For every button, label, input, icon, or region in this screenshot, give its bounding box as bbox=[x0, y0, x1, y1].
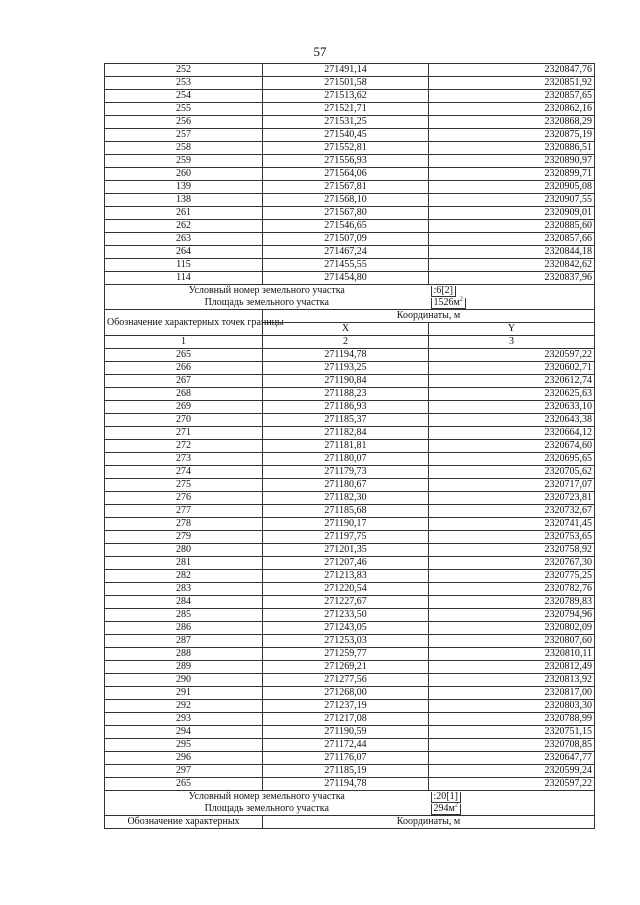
x-coordinate-cell: 271237,19 bbox=[263, 700, 429, 713]
parcel-area-value: $1526м^2$ bbox=[431, 298, 466, 309]
table-row bbox=[105, 194, 595, 207]
table-row bbox=[105, 77, 595, 90]
point-number-cell: 258 bbox=[105, 142, 263, 155]
point-number-cell: 297 bbox=[105, 765, 263, 778]
parcel-number-row bbox=[105, 791, 595, 804]
x-coordinate-cell: 271564,06 bbox=[263, 168, 429, 181]
y-coordinate-cell: 2320842,62 bbox=[429, 259, 595, 272]
table-row bbox=[105, 635, 595, 648]
y-coordinate-cell: 2320907,55 bbox=[429, 194, 595, 207]
table-row bbox=[105, 687, 595, 700]
x-coordinate-cell: 271467,24 bbox=[263, 246, 429, 259]
point-number-cell: 291 bbox=[105, 687, 263, 700]
table-row bbox=[105, 220, 595, 233]
x-coordinate-cell: 271268,00 bbox=[263, 687, 429, 700]
x-coordinate-cell: 271220,54 bbox=[263, 583, 429, 596]
x-coordinate-cell: 271194,78 bbox=[263, 778, 429, 791]
y-coordinate-cell: 2320803,30 bbox=[429, 700, 595, 713]
y-coordinate-cell: 2320802,09 bbox=[429, 622, 595, 635]
y-coordinate-cell: 2320612,74 bbox=[429, 375, 595, 388]
point-number-cell: 268 bbox=[105, 388, 263, 401]
x-coordinate-cell: 271180,07 bbox=[263, 453, 429, 466]
parcel-6-info bbox=[105, 285, 595, 310]
table-row bbox=[105, 713, 595, 726]
point-number-cell: 257 bbox=[105, 129, 263, 142]
x-coordinate-cell: 271185,19 bbox=[263, 765, 429, 778]
point-number-cell: 264 bbox=[105, 246, 263, 259]
table-row bbox=[105, 622, 595, 635]
table-row bbox=[105, 479, 595, 492]
parcel-number-value: :6[2] bbox=[431, 286, 456, 297]
table-row bbox=[105, 440, 595, 453]
table-row bbox=[105, 116, 595, 129]
point-number-cell: 290 bbox=[105, 674, 263, 687]
point-number-cell: 267 bbox=[105, 375, 263, 388]
x-column-header: X bbox=[263, 323, 429, 336]
point-number-cell: 270 bbox=[105, 414, 263, 427]
x-coordinate-cell: 271491,14 bbox=[263, 64, 429, 77]
area-unit-superscript: 2 bbox=[459, 296, 463, 303]
x-coordinate-cell: 271190,59 bbox=[263, 726, 429, 739]
table-row bbox=[105, 155, 595, 168]
y-coordinate-cell: 2320899,71 bbox=[429, 168, 595, 181]
y-coordinate-cell: 2320597,22 bbox=[429, 778, 595, 791]
area-unit-superscript: 2 bbox=[454, 802, 458, 809]
table-row bbox=[105, 349, 595, 362]
x-coordinate-cell: 271185,37 bbox=[263, 414, 429, 427]
point-number-cell: 280 bbox=[105, 544, 263, 557]
x-coordinate-cell: 271540,45 bbox=[263, 129, 429, 142]
y-coordinate-cell: 2320885,60 bbox=[429, 220, 595, 233]
y-coordinate-cell: 2320862,16 bbox=[429, 103, 595, 116]
y-coordinate-cell: 2320851,92 bbox=[429, 77, 595, 90]
y-coordinate-cell: 2320909,01 bbox=[429, 207, 595, 220]
parcel-number-label: Условный номер земельного участка bbox=[105, 285, 429, 298]
y-coordinate-cell: 2320723,81 bbox=[429, 492, 595, 505]
table-row bbox=[105, 531, 595, 544]
x-coordinate-cell: 271190,84 bbox=[263, 375, 429, 388]
point-number-cell: 282 bbox=[105, 570, 263, 583]
y-coordinate-cell: 2320647,77 bbox=[429, 752, 595, 765]
x-coordinate-cell: 271181,81 bbox=[263, 440, 429, 453]
table-row bbox=[105, 246, 595, 259]
y-coordinate-cell: 2320695,65 bbox=[429, 453, 595, 466]
point-number-cell: 139 bbox=[105, 181, 263, 194]
parcel-area-row bbox=[105, 297, 595, 310]
point-number-cell: 279 bbox=[105, 531, 263, 544]
y-coordinate-cell: 2320847,76 bbox=[429, 64, 595, 77]
x-coordinate-cell: 271182,30 bbox=[263, 492, 429, 505]
point-number-cell: 286 bbox=[105, 622, 263, 635]
y-column-header: Y bbox=[429, 323, 595, 336]
y-coordinate-cell: 2320794,96 bbox=[429, 609, 595, 622]
point-number-cell: 259 bbox=[105, 155, 263, 168]
point-number-cell: 262 bbox=[105, 220, 263, 233]
parcel-number-value: :20[1] bbox=[431, 792, 461, 803]
x-coordinate-cell: 271190,17 bbox=[263, 518, 429, 531]
point-number-cell: 271 bbox=[105, 427, 263, 440]
point-number-cell: 294 bbox=[105, 726, 263, 739]
point-number-cell: 278 bbox=[105, 518, 263, 531]
y-coordinate-cell: 2320905,08 bbox=[429, 181, 595, 194]
coordinates-table bbox=[104, 63, 595, 829]
footer-header bbox=[105, 816, 595, 829]
point-number-cell: 284 bbox=[105, 596, 263, 609]
table-row bbox=[105, 661, 595, 674]
y-coordinate-cell: 2320890,97 bbox=[429, 155, 595, 168]
y-coordinate-cell: 2320837,96 bbox=[429, 272, 595, 285]
point-number-cell: 138 bbox=[105, 194, 263, 207]
y-coordinate-cell: 2320633,10 bbox=[429, 401, 595, 414]
x-coordinate-cell: 271193,25 bbox=[263, 362, 429, 375]
x-coordinate-cell: 271552,81 bbox=[263, 142, 429, 155]
point-number-cell: 260 bbox=[105, 168, 263, 181]
y-coordinate-cell: 2320674,60 bbox=[429, 440, 595, 453]
table-row bbox=[105, 778, 595, 791]
table-row bbox=[105, 272, 595, 285]
table-row bbox=[105, 181, 595, 194]
x-coordinate-cell: 271176,07 bbox=[263, 752, 429, 765]
x-coordinate-cell: 271531,25 bbox=[263, 116, 429, 129]
column-number-1: 1 bbox=[105, 336, 263, 349]
point-number-cell: 273 bbox=[105, 453, 263, 466]
point-number-cell: 261 bbox=[105, 207, 263, 220]
point-number-cell: 295 bbox=[105, 739, 263, 752]
point-number-cell: 296 bbox=[105, 752, 263, 765]
y-coordinate-cell: 2320813,92 bbox=[429, 674, 595, 687]
table-row bbox=[105, 765, 595, 778]
table-row bbox=[105, 64, 595, 77]
x-coordinate-cell: 271233,50 bbox=[263, 609, 429, 622]
table-row bbox=[105, 518, 595, 531]
x-coordinate-cell: 271454,80 bbox=[263, 272, 429, 285]
table-row bbox=[105, 739, 595, 752]
point-number-cell: 276 bbox=[105, 492, 263, 505]
y-coordinate-cell: 2320807,60 bbox=[429, 635, 595, 648]
x-coordinate-cell: 271501,58 bbox=[263, 77, 429, 90]
y-coordinate-cell: 2320810,11 bbox=[429, 648, 595, 661]
point-number-cell: 287 bbox=[105, 635, 263, 648]
table-header bbox=[105, 310, 595, 349]
table-row bbox=[105, 752, 595, 765]
parcel-number-label: Условный номер земельного участка bbox=[105, 791, 429, 804]
y-coordinate-cell: 2320602,71 bbox=[429, 362, 595, 375]
x-coordinate-cell: 271182,84 bbox=[263, 427, 429, 440]
x-coordinate-cell: 271567,80 bbox=[263, 207, 429, 220]
x-coordinate-cell: 271213,83 bbox=[263, 570, 429, 583]
point-number-cell: 263 bbox=[105, 233, 263, 246]
parcel-area-label: Площадь земельного участка bbox=[105, 803, 429, 816]
table-row bbox=[105, 609, 595, 622]
table-row bbox=[105, 414, 595, 427]
table-row bbox=[105, 362, 595, 375]
point-number-cell: 292 bbox=[105, 700, 263, 713]
point-number-cell: 255 bbox=[105, 103, 263, 116]
x-coordinate-cell: 271546,65 bbox=[263, 220, 429, 233]
x-coordinate-cell: 271243,05 bbox=[263, 622, 429, 635]
column-number-2: 2 bbox=[263, 336, 429, 349]
parcel-20-info bbox=[105, 791, 595, 816]
y-coordinate-cell: 2320741,45 bbox=[429, 518, 595, 531]
x-coordinate-cell: 271269,21 bbox=[263, 661, 429, 674]
table-row bbox=[105, 648, 595, 661]
y-coordinate-cell: 2320844,18 bbox=[429, 246, 595, 259]
points-column-header: Обозначение характерных bbox=[105, 816, 263, 829]
table-row bbox=[105, 726, 595, 739]
table-row bbox=[105, 583, 595, 596]
point-number-cell: 115 bbox=[105, 259, 263, 272]
table-row bbox=[105, 544, 595, 557]
table-row bbox=[105, 142, 595, 155]
point-number-cell: 293 bbox=[105, 713, 263, 726]
y-coordinate-cell: 2320875,19 bbox=[429, 129, 595, 142]
x-coordinate-cell: 271172,44 bbox=[263, 739, 429, 752]
coordinates-header: Координаты, м bbox=[263, 310, 595, 323]
y-coordinate-cell: 2320732,67 bbox=[429, 505, 595, 518]
y-coordinate-cell: 2320886,51 bbox=[429, 142, 595, 155]
x-coordinate-cell: 271253,03 bbox=[263, 635, 429, 648]
table-row bbox=[105, 233, 595, 246]
x-coordinate-cell: 271180,67 bbox=[263, 479, 429, 492]
table-row bbox=[105, 570, 595, 583]
table-row bbox=[105, 557, 595, 570]
y-coordinate-cell: 2320767,30 bbox=[429, 557, 595, 570]
section-a-body bbox=[105, 64, 595, 285]
point-number-cell: 289 bbox=[105, 661, 263, 674]
point-number-cell: 252 bbox=[105, 64, 263, 77]
parcel-number-row bbox=[105, 285, 595, 298]
x-coordinate-cell: 271259,77 bbox=[263, 648, 429, 661]
y-coordinate-cell: 2320817,00 bbox=[429, 687, 595, 700]
x-coordinate-cell: 271277,56 bbox=[263, 674, 429, 687]
x-coordinate-cell: 271567,81 bbox=[263, 181, 429, 194]
y-coordinate-cell: 2320751,15 bbox=[429, 726, 595, 739]
point-number-cell: 285 bbox=[105, 609, 263, 622]
point-number-cell: 281 bbox=[105, 557, 263, 570]
section-b-body bbox=[105, 349, 595, 791]
table-row bbox=[105, 207, 595, 220]
y-coordinate-cell: 2320625,63 bbox=[429, 388, 595, 401]
page-number: 57 bbox=[313, 44, 327, 59]
point-number-cell: 277 bbox=[105, 505, 263, 518]
table-row bbox=[105, 375, 595, 388]
table-row bbox=[105, 401, 595, 414]
point-number-cell: 269 bbox=[105, 401, 263, 414]
point-number-cell: 283 bbox=[105, 583, 263, 596]
column-number-3: 3 bbox=[429, 336, 595, 349]
x-coordinate-cell: 271521,71 bbox=[263, 103, 429, 116]
y-coordinate-cell: 2320708,85 bbox=[429, 739, 595, 752]
table-row bbox=[105, 168, 595, 181]
point-number-cell: 253 bbox=[105, 77, 263, 90]
parcel-area-value: $294м^2$ bbox=[431, 804, 461, 815]
y-coordinate-cell: 2320753,65 bbox=[429, 531, 595, 544]
table-row bbox=[105, 129, 595, 142]
y-coordinate-cell: 2320775,25 bbox=[429, 570, 595, 583]
point-number-cell: 266 bbox=[105, 362, 263, 375]
y-coordinate-cell: 2320857,65 bbox=[429, 90, 595, 103]
y-coordinate-cell: 2320758,92 bbox=[429, 544, 595, 557]
x-coordinate-cell: 271568,10 bbox=[263, 194, 429, 207]
table-row bbox=[105, 596, 595, 609]
point-number-cell: 265 bbox=[105, 778, 263, 791]
parcel-area-label: Площадь земельного участка bbox=[105, 297, 429, 310]
table-row bbox=[105, 505, 595, 518]
table-row bbox=[105, 388, 595, 401]
y-coordinate-cell: 2320597,22 bbox=[429, 349, 595, 362]
point-number-cell: 288 bbox=[105, 648, 263, 661]
y-coordinate-cell: 2320782,76 bbox=[429, 583, 595, 596]
y-coordinate-cell: 2320717,07 bbox=[429, 479, 595, 492]
x-coordinate-cell: 271455,55 bbox=[263, 259, 429, 272]
points-column-header: Обозначение характерных точек границы bbox=[105, 310, 263, 336]
table-row bbox=[105, 674, 595, 687]
x-coordinate-cell: 271194,78 bbox=[263, 349, 429, 362]
y-coordinate-cell: 2320599,24 bbox=[429, 765, 595, 778]
coordinates-header: Координаты, м bbox=[263, 816, 595, 829]
x-coordinate-cell: 271227,67 bbox=[263, 596, 429, 609]
table-row bbox=[105, 259, 595, 272]
x-coordinate-cell: 271217,08 bbox=[263, 713, 429, 726]
x-coordinate-cell: 271207,46 bbox=[263, 557, 429, 570]
x-coordinate-cell: 271188,23 bbox=[263, 388, 429, 401]
table-row bbox=[105, 492, 595, 505]
point-number-cell: 254 bbox=[105, 90, 263, 103]
point-number-cell: 272 bbox=[105, 440, 263, 453]
x-coordinate-cell: 271197,75 bbox=[263, 531, 429, 544]
point-number-cell: 265 bbox=[105, 349, 263, 362]
x-coordinate-cell: 271186,93 bbox=[263, 401, 429, 414]
table-row bbox=[105, 700, 595, 713]
y-coordinate-cell: 2320788,99 bbox=[429, 713, 595, 726]
parcel-area-row bbox=[105, 803, 595, 816]
x-coordinate-cell: 271185,68 bbox=[263, 505, 429, 518]
table-row bbox=[105, 453, 595, 466]
y-coordinate-cell: 2320664,12 bbox=[429, 427, 595, 440]
y-coordinate-cell: 2320857,66 bbox=[429, 233, 595, 246]
y-coordinate-cell: 2320868,29 bbox=[429, 116, 595, 129]
y-coordinate-cell: 2320643,38 bbox=[429, 414, 595, 427]
table-row bbox=[105, 90, 595, 103]
x-coordinate-cell: 271556,93 bbox=[263, 155, 429, 168]
y-coordinate-cell: 2320705,62 bbox=[429, 466, 595, 479]
x-coordinate-cell: 271507,09 bbox=[263, 233, 429, 246]
x-coordinate-cell: 271201,35 bbox=[263, 544, 429, 557]
table-row bbox=[105, 103, 595, 116]
point-number-cell: 114 bbox=[105, 272, 263, 285]
x-coordinate-cell: 271513,62 bbox=[263, 90, 429, 103]
x-coordinate-cell: 271179,73 bbox=[263, 466, 429, 479]
y-coordinate-cell: 2320812,49 bbox=[429, 661, 595, 674]
table-row bbox=[105, 466, 595, 479]
table-row bbox=[105, 427, 595, 440]
point-number-cell: 256 bbox=[105, 116, 263, 129]
y-coordinate-cell: 2320789,83 bbox=[429, 596, 595, 609]
point-number-cell: 275 bbox=[105, 479, 263, 492]
point-number-cell: 274 bbox=[105, 466, 263, 479]
